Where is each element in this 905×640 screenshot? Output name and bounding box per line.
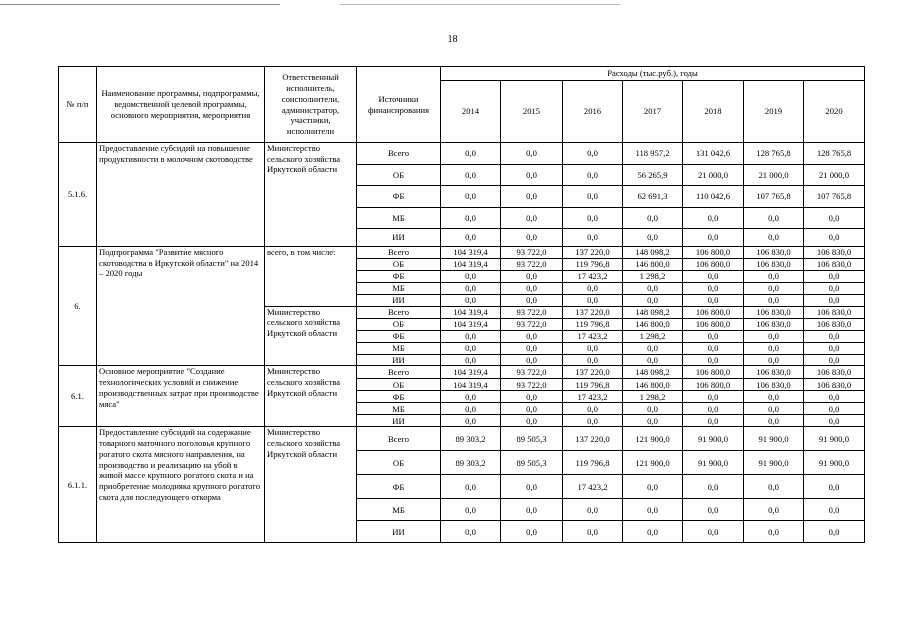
cell-value: 0,0 [563,208,623,229]
row-code: 6.1.1. [59,427,97,543]
header-name: Наименование программы, подпрограммы, ведомственной целевой программы, основного мероприятия, мероприятия [97,67,265,143]
cell-value: 0,0 [623,403,683,415]
cell-value: 106 800,0 [683,366,744,379]
row-source: ФБ [357,186,441,208]
row-source: ОБ [357,451,441,475]
cell-value: 119 796,8 [563,451,623,475]
header-year: 2017 [623,81,683,143]
row-responsible: всего, в том числе: [265,247,357,307]
cell-value: 0,0 [683,391,744,403]
cell-value: 104 319,4 [441,247,501,259]
cell-value: 0,0 [744,391,804,403]
page-number: 18 [447,34,458,45]
cell-value: 0,0 [804,330,865,342]
row-source: МБ [357,208,441,229]
cell-value: 93 722,0 [501,247,563,259]
cell-value: 104 319,4 [441,306,501,318]
cell-value: 0,0 [441,186,501,208]
cell-value: 106 830,0 [744,259,804,271]
cell-value: 106 830,0 [744,247,804,259]
row-name: Основное мероприятие "Создание технологических условий и снижение производственных затрат при производстве мяса" [97,366,265,427]
row-source: ОБ [357,259,441,271]
cell-value: 137 220,0 [563,247,623,259]
cell-value: 0,0 [441,415,501,427]
cell-value: 0,0 [804,403,865,415]
cell-value: 0,0 [744,415,804,427]
cell-value: 0,0 [501,342,563,354]
header-year: 2020 [804,81,865,143]
cell-value: 0,0 [623,295,683,307]
table-row [59,366,865,379]
cell-value: 146 800,0 [623,318,683,330]
cell-value: 21 000,0 [744,165,804,186]
cell-value: 0,0 [501,143,563,165]
cell-value: 0,0 [804,208,865,229]
cell-value: 0,0 [623,283,683,295]
cell-value: 0,0 [563,354,623,366]
cell-value: 0,0 [501,391,563,403]
row-source: МБ [357,499,441,521]
cell-value: 106 830,0 [744,366,804,379]
table-row [59,143,865,165]
cell-value: 0,0 [744,271,804,283]
cell-value: 0,0 [804,521,865,543]
cell-value: 93 722,0 [501,306,563,318]
cell-value: 106 800,0 [683,306,744,318]
cell-value: 0,0 [563,143,623,165]
cell-value: 91 900,0 [744,427,804,451]
row-source: МБ [357,403,441,415]
header-year: 2016 [563,81,623,143]
row-responsible: Министерство сельского хозяйства Иркутской области [265,306,357,366]
row-name: Предоставление субсидий на содержание товарного маточного поголовья крупного рогатого скота мясного направления, на производство и реализацию на убой в живой массе крупного рогатого скота и на приобретение молодняка крупного рогатого скота для последующего откорма [97,427,265,543]
cell-value: 0,0 [683,415,744,427]
cell-value: 0,0 [501,354,563,366]
row-code: 6. [59,247,97,366]
cell-value: 0,0 [441,354,501,366]
row-source: МБ [357,283,441,295]
cell-value: 0,0 [501,283,563,295]
cell-value: 0,0 [563,165,623,186]
row-name: Подпрограмма "Развитие мясного скотоводства в Иркутской области" на 2014 – 2020 годы [97,247,265,366]
cell-value: 106 830,0 [744,306,804,318]
cell-value: 17 423,2 [563,475,623,499]
cell-value: 104 319,4 [441,366,501,379]
cell-value: 91 900,0 [744,451,804,475]
row-source: ОБ [357,318,441,330]
cell-value: 0,0 [501,415,563,427]
table-row [59,247,865,259]
cell-value: 0,0 [683,295,744,307]
cell-value: 0,0 [563,499,623,521]
cell-value: 0,0 [804,354,865,366]
cell-value: 0,0 [683,499,744,521]
cell-value: 0,0 [441,143,501,165]
cell-value: 0,0 [744,208,804,229]
cell-value: 0,0 [563,521,623,543]
row-source: ОБ [357,165,441,186]
cell-value: 119 796,8 [563,318,623,330]
cell-value: 91 900,0 [804,427,865,451]
cell-value: 0,0 [501,271,563,283]
cell-value: 148 098,2 [623,366,683,379]
row-responsible: Министерство сельского хозяйства Иркутской области [265,143,357,247]
cell-value: 0,0 [623,342,683,354]
cell-value: 118 957,2 [623,143,683,165]
row-source: МБ [357,342,441,354]
row-source: ФБ [357,271,441,283]
cell-value: 137 220,0 [563,427,623,451]
cell-value: 106 800,0 [683,259,744,271]
row-source: Всего [357,366,441,379]
cell-value: 0,0 [563,342,623,354]
cell-value: 0,0 [501,499,563,521]
row-source: ФБ [357,391,441,403]
row-source: Всего [357,306,441,318]
cell-value: 148 098,2 [623,247,683,259]
table-row [59,427,865,451]
cell-value: 0,0 [623,208,683,229]
cell-value: 0,0 [623,499,683,521]
cell-value: 89 303,2 [441,451,501,475]
cell-value: 0,0 [744,295,804,307]
cell-value: 104 319,4 [441,379,501,391]
cell-value: 1 298,2 [623,271,683,283]
cell-value: 0,0 [804,342,865,354]
cell-value: 0,0 [683,330,744,342]
row-source: ИИ [357,415,441,427]
cell-value: 0,0 [683,208,744,229]
cell-value: 0,0 [623,521,683,543]
cell-value: 0,0 [563,415,623,427]
cell-value: 0,0 [683,271,744,283]
cell-value: 0,0 [804,475,865,499]
cell-value: 106 830,0 [804,259,865,271]
cell-value: 0,0 [683,521,744,543]
header-year: 2014 [441,81,501,143]
cell-value: 0,0 [501,330,563,342]
cell-value: 148 098,2 [623,306,683,318]
cell-value: 128 765,8 [744,143,804,165]
row-source: ФБ [357,330,441,342]
cell-value: 0,0 [441,208,501,229]
cell-value: 107 765,8 [744,186,804,208]
header-year: 2018 [683,81,744,143]
row-code: 6.1. [59,366,97,427]
cell-value: 146 800,0 [623,259,683,271]
cell-value: 119 796,8 [563,379,623,391]
cell-value: 0,0 [441,271,501,283]
cell-value: 146 800,0 [623,379,683,391]
cell-value: 0,0 [501,403,563,415]
cell-value: 106 800,0 [683,318,744,330]
header-sources: Источники финансирования [357,67,441,143]
cell-value: 0,0 [441,391,501,403]
row-name: Предоставление субсидий на повышение продуктивности в молочном скотоводстве [97,143,265,247]
cell-value: 104 319,4 [441,259,501,271]
header-year: 2019 [744,81,804,143]
header-responsible: Ответственный исполнитель, соисполнители, администратор, участники, исполнители [265,67,357,143]
cell-value: 1 298,2 [623,330,683,342]
budget-table [58,66,865,543]
cell-value: 106 830,0 [804,366,865,379]
cell-value: 56 265,9 [623,165,683,186]
row-source: Всего [357,427,441,451]
cell-value: 0,0 [623,475,683,499]
cell-value: 0,0 [501,208,563,229]
cell-value: 93 722,0 [501,366,563,379]
cell-value: 0,0 [804,499,865,521]
cell-value: 0,0 [441,283,501,295]
cell-value: 0,0 [804,295,865,307]
row-responsible: Министерство сельского хозяйства Иркутской области [265,366,357,427]
cell-value: 0,0 [744,499,804,521]
cell-value: 131 042,6 [683,143,744,165]
cell-value: 0,0 [744,354,804,366]
cell-value: 0,0 [744,283,804,295]
cell-value: 0,0 [804,271,865,283]
cell-value: 137 220,0 [563,306,623,318]
cell-value: 128 765,8 [804,143,865,165]
cell-value: 91 900,0 [683,451,744,475]
cell-value: 106 830,0 [804,306,865,318]
row-source: ИИ [357,295,441,307]
cell-value: 0,0 [623,415,683,427]
cell-value: 91 900,0 [683,427,744,451]
row-source: ФБ [357,475,441,499]
header-expenses: Расходы (тыс.руб.), годы [441,67,865,81]
cell-value: 0,0 [501,229,563,247]
header-number: № п/п [59,67,97,143]
cell-value: 0,0 [804,415,865,427]
cell-value: 106 830,0 [804,379,865,391]
cell-value: 89 505,3 [501,451,563,475]
cell-value: 121 900,0 [623,427,683,451]
cell-value: 0,0 [501,295,563,307]
cell-value: 91 900,0 [804,451,865,475]
cell-value: 0,0 [441,165,501,186]
cell-value: 0,0 [501,475,563,499]
cell-value: 0,0 [563,283,623,295]
cell-value: 0,0 [563,229,623,247]
cell-value: 0,0 [804,283,865,295]
row-source: ОБ [357,379,441,391]
cell-value: 0,0 [623,354,683,366]
cell-value: 21 000,0 [683,165,744,186]
cell-value: 121 900,0 [623,451,683,475]
cell-value: 106 800,0 [683,379,744,391]
row-source: Всего [357,143,441,165]
cell-value: 0,0 [441,295,501,307]
row-source: ИИ [357,354,441,366]
cell-value: 1 298,2 [623,391,683,403]
cell-value: 0,0 [501,521,563,543]
cell-value: 0,0 [501,165,563,186]
scan-artifact-line-2 [340,4,620,5]
row-source: ИИ [357,521,441,543]
cell-value: 106 830,0 [744,379,804,391]
row-source: ИИ [357,229,441,247]
cell-value: 62 691,3 [623,186,683,208]
row-responsible: Министерство сельского хозяйства Иркутской области [265,427,357,543]
cell-value: 93 722,0 [501,318,563,330]
cell-value: 110 042,6 [683,186,744,208]
cell-value: 17 423,2 [563,271,623,283]
cell-value: 0,0 [683,354,744,366]
cell-value: 0,0 [441,229,501,247]
cell-value: 0,0 [441,521,501,543]
cell-value: 0,0 [441,403,501,415]
cell-value: 0,0 [563,403,623,415]
cell-value: 106 800,0 [683,247,744,259]
cell-value: 0,0 [563,295,623,307]
cell-value: 0,0 [804,391,865,403]
cell-value: 104 319,4 [441,318,501,330]
cell-value: 106 830,0 [804,318,865,330]
cell-value: 0,0 [744,403,804,415]
table-header [59,67,865,143]
cell-value: 0,0 [683,283,744,295]
cell-value: 0,0 [744,342,804,354]
cell-value: 0,0 [744,229,804,247]
cell-value: 93 722,0 [501,259,563,271]
cell-value: 0,0 [744,521,804,543]
cell-value: 0,0 [563,186,623,208]
cell-value: 0,0 [501,186,563,208]
cell-value: 89 505,3 [501,427,563,451]
cell-value: 119 796,8 [563,259,623,271]
table-body [59,143,865,543]
cell-value: 21 000,0 [804,165,865,186]
cell-value: 0,0 [441,475,501,499]
cell-value: 106 830,0 [804,247,865,259]
cell-value: 0,0 [744,330,804,342]
row-code: 5.1.6. [59,143,97,247]
cell-value: 0,0 [683,342,744,354]
cell-value: 0,0 [441,499,501,521]
header-year: 2015 [501,81,563,143]
cell-value: 0,0 [623,229,683,247]
cell-value: 0,0 [683,403,744,415]
cell-value: 0,0 [441,330,501,342]
cell-value: 137 220,0 [563,366,623,379]
cell-value: 17 423,2 [563,330,623,342]
cell-value: 17 423,2 [563,391,623,403]
scan-artifact-line [0,4,280,5]
cell-value: 0,0 [804,229,865,247]
cell-value: 89 303,2 [441,427,501,451]
cell-value: 93 722,0 [501,379,563,391]
cell-value: 0,0 [683,475,744,499]
cell-value: 0,0 [441,342,501,354]
row-source: Всего [357,247,441,259]
cell-value: 107 765,8 [804,186,865,208]
cell-value: 106 830,0 [744,318,804,330]
cell-value: 0,0 [744,475,804,499]
cell-value: 0,0 [683,229,744,247]
